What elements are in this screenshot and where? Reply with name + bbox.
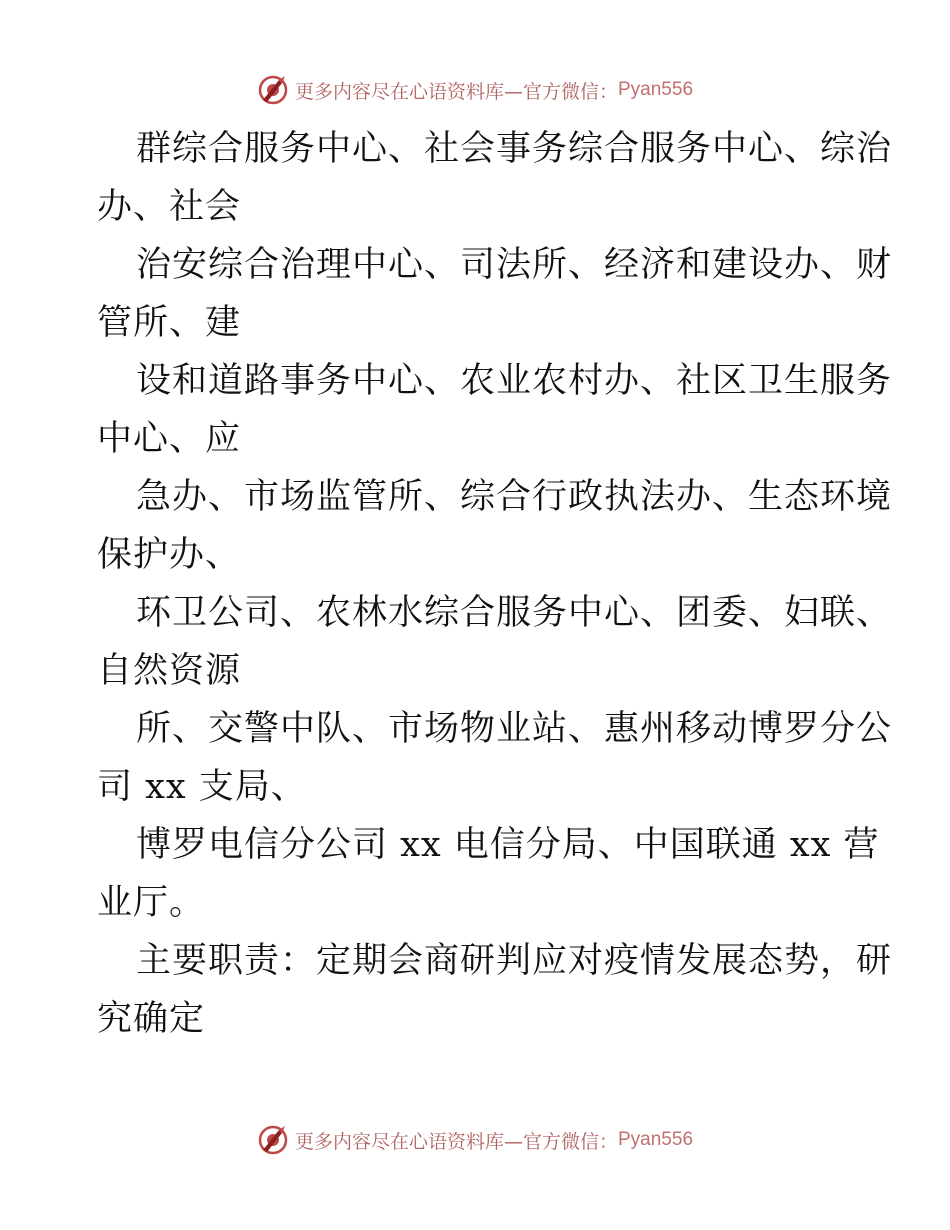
paragraph	[97, 932, 893, 1048]
paragraph	[97, 700, 893, 816]
header-watermark	[0, 70, 950, 110]
paragraph-line: 管所、建	[97, 303, 242, 343]
quill-logo-icon	[257, 1124, 289, 1156]
paragraph-line: 究确定	[97, 999, 206, 1039]
paragraph-line: 保护办、	[97, 535, 242, 575]
paragraph-line: 治安综合治理中心、司法所、经济和建设办、财	[136, 245, 893, 285]
watermark-wechat-id: Pyan556	[618, 1129, 694, 1150]
body-text	[97, 120, 893, 1048]
paragraph-line: 自然资源	[97, 651, 242, 691]
paragraph-line: 群综合服务中心、社会事务综合服务中心、综治	[136, 129, 893, 169]
paragraph-line: 环卫公司、农林水综合服务中心、团委、妇联、	[136, 593, 893, 633]
paragraph	[97, 584, 893, 700]
paragraph-line: 所、交警中队、市场物业站、惠州移动博罗分公	[136, 709, 893, 749]
paragraph-line: 博罗电信分公司 xx 电信分局、中国联通 xx 营	[136, 825, 880, 865]
watermark-text: 更多内容尽在心语资料库—官方微信：	[294, 80, 618, 103]
paragraph	[97, 352, 893, 468]
paragraph	[97, 236, 893, 352]
quill-logo-icon	[257, 74, 289, 106]
watermark-text: 更多内容尽在心语资料库—官方微信：	[294, 1130, 618, 1153]
paragraph-line: 业厅。	[97, 883, 206, 923]
paragraph	[97, 120, 893, 236]
paragraph-line: 主要职责：定期会商研判应对疫情发展态势，研	[136, 941, 893, 981]
paragraph-line: 办、社会	[97, 187, 242, 227]
watermark-wechat-id: Pyan556	[618, 79, 694, 100]
paragraph-line: 急办、市场监管所、综合行政执法办、生态环境	[136, 477, 893, 517]
paragraph-line: 司 xx 支局、	[97, 767, 307, 807]
paragraph-line: 中心、应	[97, 419, 242, 459]
paragraph-line: 设和道路事务中心、农业农村办、社区卫生服务	[136, 361, 893, 401]
footer-watermark	[0, 1120, 950, 1160]
paragraph	[97, 468, 893, 584]
paragraph	[97, 816, 880, 932]
